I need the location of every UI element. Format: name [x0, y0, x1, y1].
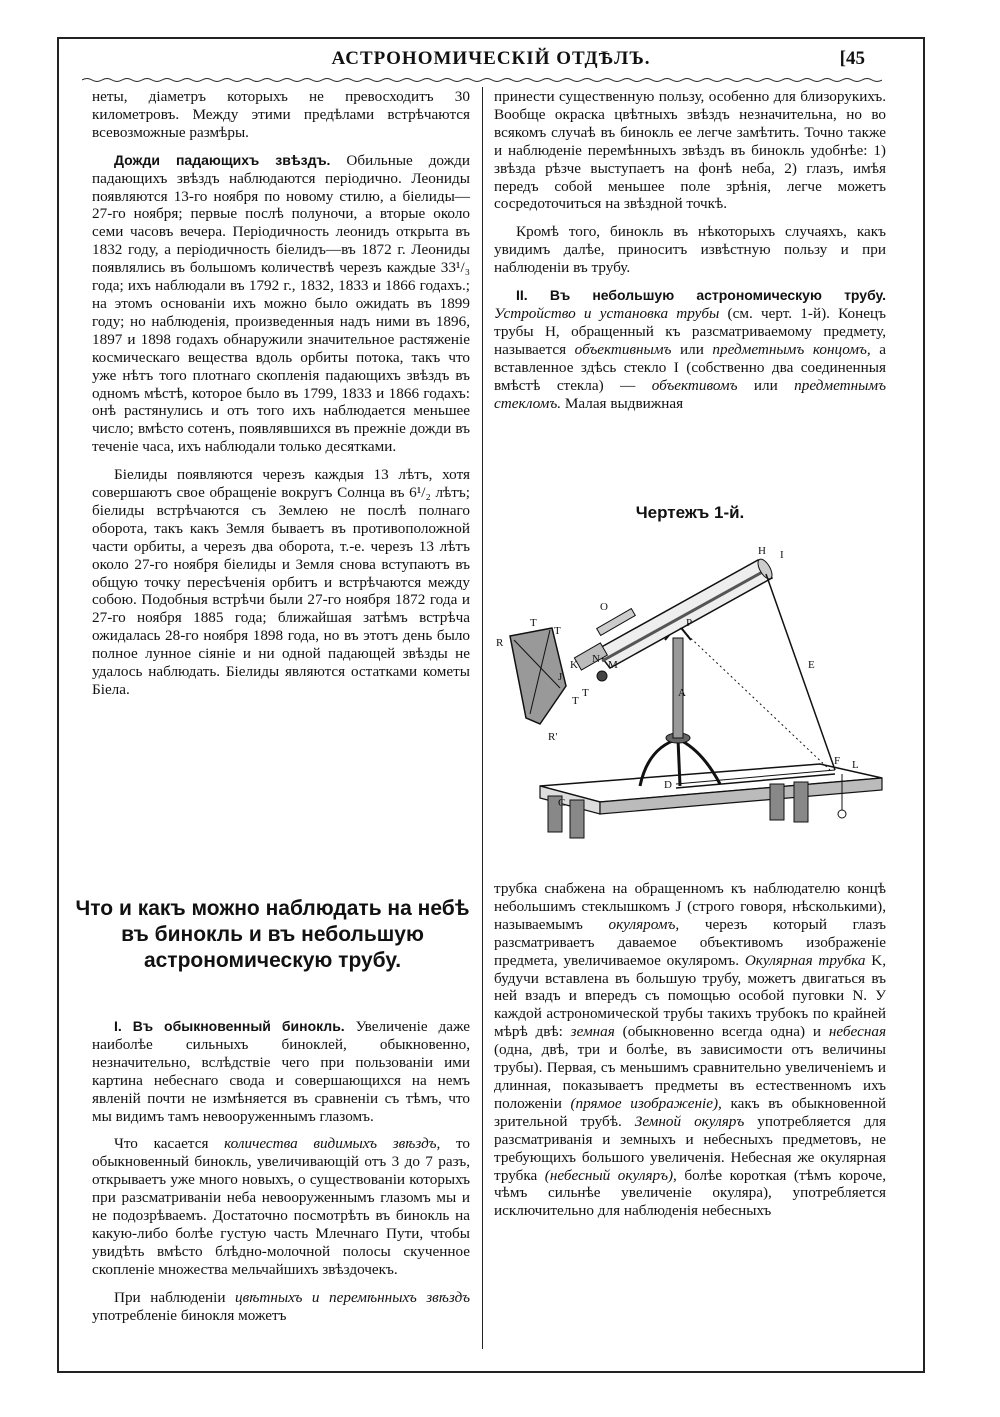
dotted-line: [680, 628, 830, 770]
italic-term: Земной окуляръ: [634, 1112, 745, 1130]
telescope-figure: [490, 528, 890, 868]
table-leg: [570, 800, 584, 838]
figure-label: R: [496, 637, 504, 649]
figure-label: M: [608, 659, 618, 671]
figure-label: H: [758, 545, 766, 557]
page-title: АСТРОНОМИЧЕСКІЙ ОТДѢЛЪ.: [331, 48, 651, 69]
paragraph: [494, 287, 886, 412]
page-number: [45: [839, 48, 865, 69]
figure-label: D: [664, 779, 672, 791]
figure-label: T: [582, 687, 589, 699]
table-leg: [770, 784, 784, 820]
paragraph-text: употребляется для разсматриванія и земныхъ и небесныхъ предметовъ, не требующихъ большого увеличенія. Небесная же окулярная трубка: [494, 1112, 886, 1184]
paragraph-text: болѣе короткая (тѣмъ короче, чѣмъ сильнѣе увеличеніе окуляра), употребляется исключительно для наблюденія небесныхъ: [494, 1166, 886, 1220]
table-leg: [794, 782, 808, 822]
paragraph: принести существенную пользу, особенно для близорукихъ. Вообще окраска цвѣтныхъ звѣздъ незначительна, но во всякомъ случаѣ въ бинокль ее легче замѣтить. Точно также и наблюденіе перемѣнныхъ звѣздъ въ бинокль удобнѣе: 1) звѣзда рѣзче выступаетъ на фонѣ неба, 2) глазъ, имѣя передъ собой меньшее поле зрѣнія, легче можетъ сосредоточиться на звѣздной точкѣ.: [494, 88, 886, 213]
paragraph-text: а вставленное здѣсь стекло I (собственно два соединенныя вмѣстѣ стекла) —: [494, 340, 887, 394]
italic-term: Окулярная трубка: [744, 951, 866, 969]
paragraph-text: (обыкновенно всегда одна) и: [614, 1023, 829, 1041]
paragraph-text: черезъ который глазъ разсматриваетъ даваемое объективомъ изображеніе предмета, увеличиваемое окуляромъ.: [494, 915, 886, 969]
paragraph-text: Что касается: [114, 1135, 225, 1153]
figure-label: P: [686, 617, 693, 629]
figure-label: T: [572, 695, 579, 707]
italic-term: цвѣтныхъ и перемѣнныхъ звѣздъ: [235, 1288, 470, 1306]
paragraph: [92, 1289, 470, 1325]
paragraph-text: (одна, двѣ, три и болѣе, въ зависимости отъ величины трубы). Первая, съ меньшимъ сравнительно увеличеніемъ и длинная, показываетъ предметы въ естественномъ ихъ положеніи: [494, 1041, 886, 1112]
italic-term: небесная: [828, 1023, 887, 1041]
paragraph-text: (см. черт. 1-й). Конецъ трубы H, обращенный къ разсматриваемому предмету, называется: [494, 304, 886, 358]
paragraph-text: то обыкновенный бинокль, увеличивающій отъ 3 до 7 разъ, открываетъ уже много новыхъ, о существованіи которыхъ при разсматриваніи неба невооруженнымъ глазомъ мы и не подозрѣваемъ. Достаточно посмотрѣть въ бинокль на какую-либо болѣе густую часть Млечнаго Пути, чтобы увидѣть вмѣсто блѣдно-молочной полосы скученное скопленіе множества мельчайшихъ звѣздочекъ.: [92, 1135, 471, 1278]
paragraph: [494, 880, 886, 1220]
figure-label: L: [852, 759, 859, 771]
figure-label: N: [592, 653, 600, 665]
italic-term: объективомъ: [651, 376, 738, 394]
figure-label: O: [600, 601, 608, 613]
right-column-bottom: [494, 880, 886, 1220]
italic-term: (прямое изображеніе),: [570, 1094, 722, 1112]
figure-label: C: [558, 797, 566, 809]
left-column-bottom: [92, 1018, 470, 1325]
left-column-top: [92, 88, 470, 699]
paragraph-text: Увеличеніе даже наиболѣе сильныхъ биноклей, обыкновенно, незначительно, вслѣдствіе чего при пользованіи ими картина небеснаго свода и совершающихся на немъ явленій почти не измѣняется въ сравненіи съ тѣмъ, что мы видимъ тамъ невооруженнымъ глазомъ.: [92, 1018, 470, 1125]
paragraph-text: трубка снабжена на обращенномъ къ наблюдателю концѣ небольшимъ стеклышкомъ J (строго говоря, нѣсколькими), называемымъ: [494, 880, 886, 933]
support-rod: [766, 574, 835, 770]
paragraph: Біелиды появляются черезъ каждыя 13 лѣтъ, хотя совершаютъ свое обращеніе вокругъ Солнца въ 6¹/₂ лѣтъ; біелиды встрѣчаются съ Землею не послѣ полнаго оборота, такъ какъ Земля бываетъ въ противоположной части орбиты, а черезъ два оборота, т.-е. черезъ 13 лѣтъ около 27-го ноября біелиды и Земля снова вступаютъ въ общую точку пересѣченія орбитъ и встрѣчаются между собою. Подобныя встрѣчи были 27-го ноября 1872 года и 27-го ноября 1885 года; ближайшая затѣмъ встрѣча ожидалась 28-го ноября 1898 года, но въ этотъ день было полное лунное сіяніе и ни одной падающей звѣзды не удалось наблюдать. Біелиды являются остатками кометы Біела.: [92, 466, 470, 698]
figure-label: I: [780, 549, 784, 561]
section-heading: Что и какъ можно наблюдать на небѣ въ бинокль и въ небольшую астрономическую трубу.: [75, 897, 470, 972]
paragraph-text: какъ въ обыкновенной зрительной трубѣ.: [494, 1094, 886, 1130]
pendulum-weight: [838, 810, 846, 818]
paragraph: [92, 1018, 470, 1125]
italic-term: предметнымъ концомъ,: [712, 340, 871, 358]
header-wavy-rule: [82, 77, 882, 83]
figure-label: A: [678, 687, 686, 699]
paragraph: [92, 1135, 470, 1278]
italic-term: (небесный окуляръ),: [544, 1166, 677, 1184]
paragraph: неты, діаметръ которыхъ не превосходитъ 30 километровъ. Между этими предѣлами встрѣчаются всевозможные размѣры.: [92, 88, 470, 141]
right-column-top: [494, 88, 886, 412]
paragraph-text: Малая выдвижная: [561, 394, 684, 412]
italic-term: Устройство и установка трубы: [494, 304, 720, 322]
eyepiece-tube: [574, 643, 607, 670]
run-in-heading: I. Въ обыкновенный бинокль.: [114, 1018, 345, 1034]
figure-label: K: [570, 659, 578, 671]
figure-label: T: [530, 617, 537, 629]
paragraph-text: K, будучи вставлена въ большую трубу, можетъ двигаться въ ней взадъ и впередъ съ помощью особой пуговки N. У каждой астрономической трубы такихъ трубокъ по крайней мѣрѣ двѣ:: [494, 951, 886, 1041]
paragraph: [92, 152, 470, 456]
running-head: [57, 48, 925, 74]
figure-label: F: [834, 755, 841, 767]
paragraph-text: Обильные дожди падающихъ звѣздъ наблюдаются періодично. Леониды появляются 13-го ноября по новому стилю, а біелиды—27-го ноября; первые послѣ полуночи, а вторые около семи часовъ вечера. Періодичность леонидъ открыта въ 1832 году, а періодичность біелидъ—въ 1872 г. Леониды появлялись въ большомъ количествѣ черезъ каждые 33¹/₃ года; ихъ наблюдали въ 1792 г., 1832, 1833 и 1866 годахъ.; на этомъ основаніи ихъ можно было ожидать въ 1899 году; но наблюденія, произведенныя надъ ними въ 1896, 1897 и 1898 годахъ обнаружили значительное растяженіе космическаго вещества вдоль орбиты потока, такъ что уже нѣтъ того плотнаго скопленія падающихъ звѣздъ въ одномъ мѣстѣ, которое было въ 1799, 1833 и 1866 годахъ: онѣ растянулись и отъ того ихъ наблюдается меньшее число; вмѣсто сотенъ, появлявшихся въ прежніе дожди въ теченіе часа, ихъ наблюдали только десятками.: [92, 151, 470, 456]
paragraph-text: При наблюденіи: [114, 1288, 236, 1306]
paragraph-text: или: [671, 340, 713, 358]
run-in-heading: Дожди падающихъ звѣздъ.: [114, 151, 331, 168]
paragraph-text: употребленіе бинокля можетъ: [92, 1306, 287, 1324]
figure-label: R': [548, 731, 558, 743]
italic-term: предметнымъ стекломъ.: [494, 376, 886, 412]
figure-caption: Чертежъ 1-й.: [635, 503, 745, 522]
italic-term: количества видимыхъ звѣздъ,: [224, 1135, 441, 1153]
italic-term: объективнымъ: [574, 340, 672, 358]
figure-label: J: [558, 671, 563, 683]
paragraph-text: или: [737, 376, 795, 394]
italic-term: земная: [570, 1023, 615, 1041]
italic-term: окуляромъ,: [608, 915, 680, 933]
figure-label: T: [554, 625, 561, 637]
figure-label: E: [808, 659, 815, 671]
column-divider: [482, 87, 483, 1349]
focus-knob: [597, 671, 607, 681]
run-in-heading: II. Въ небольшую астрономическую трубу.: [516, 287, 886, 304]
paragraph: Кромѣ того, бинокль въ нѣкоторыхъ случаяхъ, какъ увидимъ далѣе, приноситъ извѣстную пользу и при наблюденіи въ трубу.: [494, 223, 886, 277]
